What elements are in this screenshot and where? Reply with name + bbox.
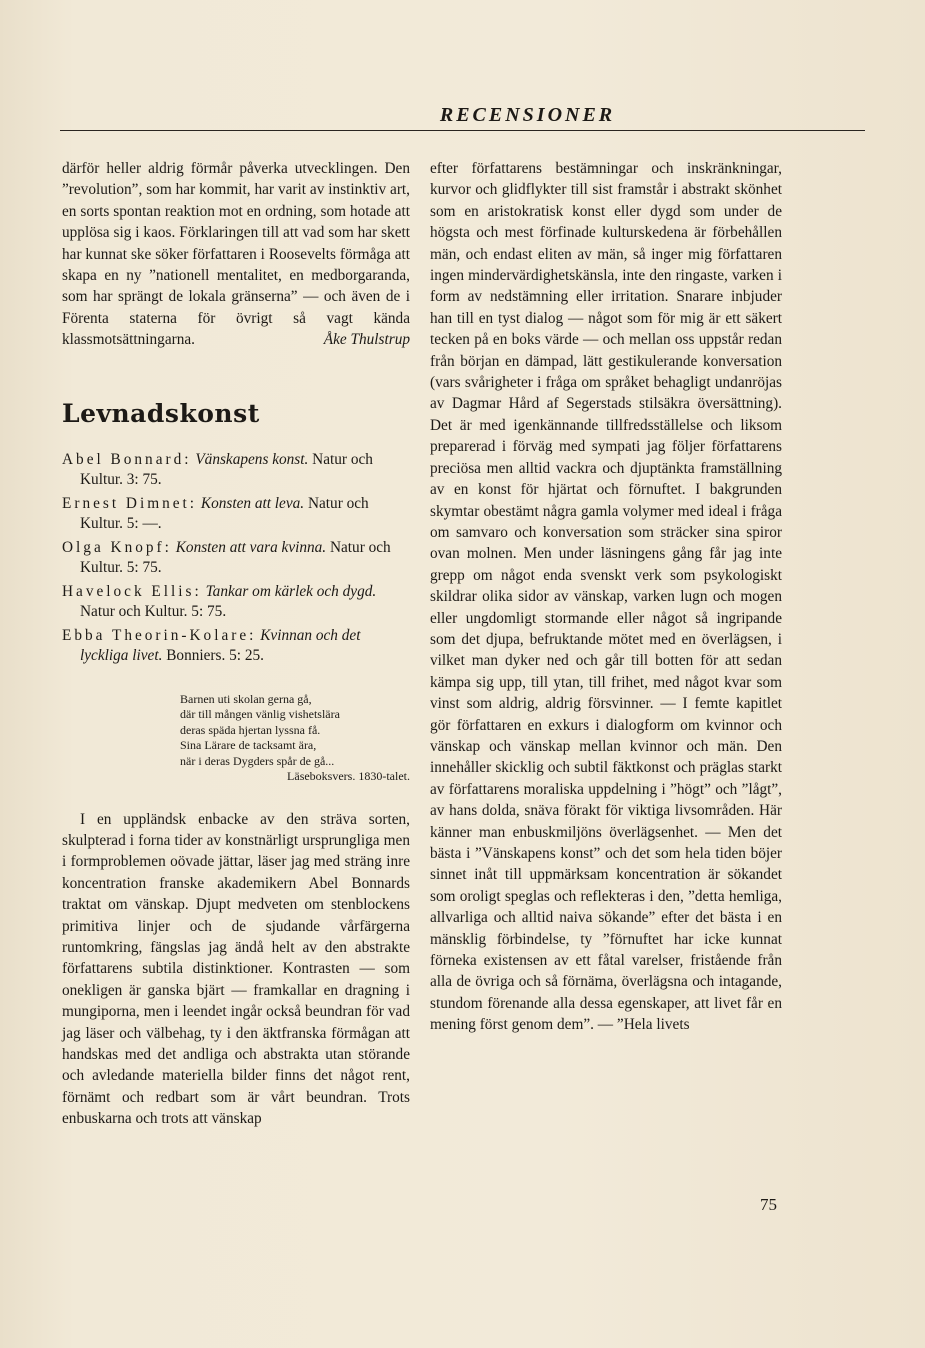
body-paragraph: I en uppländsk enbacke av den sträva sorten, skulpterad i forna tider av konstnärligt ursprungliga men i formproblemen oövade jättar, läser jag med sträng inre koncentration franske akademikern Abel Bonnards traktat om vänskap. Djupt medveten om stenblockens primitiva linjer och de sjudande vårfärgerna runtomkring, fängslas jag ändå helt av den abstrakte författarens subtila distinktioner. Kontrasten — som onekligen är ganska bjärt — framkallar en dragning i mungiporna, men i leendet ingår också beundran för vad jag läser och välbehag, ty i den äktfranska förmågan att handskas med det andliga och abstrakta utan störande och avledande materiella bilder finns det något rent, förnämt och redbart som är vårt beundran. Trots enbuskarna och trots att vänskap — [62, 810, 410, 1128]
book-author: Havelock Ellis: — [62, 583, 202, 601]
book-entry-5 — [62, 626, 410, 666]
running-head — [0, 104, 925, 127]
book-title: Konsten att vara kvinna. — [175, 539, 327, 557]
continuation-paragraph: därför heller aldrig förmår påverka utvecklingen. Den ”revolution”, som har kommit, har varit av instinktiv art, en sorts spontan reaktion mot en ordning, som hotade att upplösa sig i kaos. Förklaringen till att vad som har skett har kunnat ske söker författaren i Roosevelts förmåga att skapa en ny ”nationell mentalitet, en medborgaranda, som har sprängt de lokala gränserna” — och även de i Förenta staterna för övrigt så vagt kända klassmotsättningarna. — [62, 160, 410, 349]
book-entry-2 — [62, 494, 410, 534]
right-column — [430, 158, 782, 1036]
header-rule — [60, 130, 865, 131]
book-details: Natur och Kultur. 5: 75. — [80, 603, 227, 621]
epigraph-line: Barnen uti skolan gerna gå, — [180, 692, 312, 707]
book-details: Bonniers. 5: 25. — [166, 647, 264, 665]
book-details: Natur och Kultur. 3: 75. — [80, 451, 373, 489]
book-title: Konsten att leva. — [200, 495, 305, 513]
epigraph-line: Sina Lärare de tacksamt ära, — [180, 738, 317, 753]
running-head-text: RECENSIONER — [439, 104, 616, 126]
book-entry-4 — [62, 582, 410, 622]
section-title: Levnadskonst — [62, 398, 260, 428]
right-paragraph: efter författarens bestämningar och inskränkningar, kurvor och glidflykter till sist framstår i abstrakt skönhet som en aristokratisk konst eller dygd som under de högsta och mest förfinade kulturskedena är förbehållen män, och endast eliten av män, så inger mig författaren ingen mindervärdighetskänsla, inte den ringaste, varken i form av nedstämning eller irritation. Snarare inbjuder han till en tyst dialog — något som för mig är ett säkert tecken på en boks värde — och mellan oss uppstår redan från början en dämpad, lätt gestikulerande konversation (vars svårigheter i fråga om språket behagligt undanröjas av Dagmar Hård af Segerstads stilsäkra översättning). Det är med igenkännande tillfredsställelse och liksom preparerad i förväg med sympati jag följer författarens preciösa men alltid vackra och djuptänkta framställning av en konst för hjärtat och förnuftet. I bakgrunden skymtar obestämt några gamla volymer med ideal i fråga om samvaro och konversation som sträcker sina spiror ovan molnen. Men under läsningens gång får jag inte grepp om något enda svenskt verk som psykologiskt skildrar olika sidor av vänskap, varken lugn och mogen eller ungdomligt stormande eller något så ingripande som det djupa, befruktande mötet med en överlägsen, i vilket man dyker ned och går till botten för att sedan kämpa sig upp, till ytan, till frihet, med något kvar som vinst som aldrig, aldrig försvinner. — I femte kapitlet gör författaren en exkurs i dialogform om kvinnor och vänskap och vänskap mellan kvinnor och män. Den innehåller skicklig och subtil fäktkonst och präglas starkt av författarens moraliska uppdelning i ”högt” och ”lågt”, av hans dolda, snäva förakt för viktiga livsområden. Här känner man enbuskmiljöns överlägsenhet. — Men det bästa i ”Vänskapens konst” och det som hela tiden böjer sinnet inåt till uppmärksam koncentration är sökandet som oroligt speglas och reflekteras i den, ”detta hemliga, allvarliga och alltid naiva sökande” efter det bästa i en mänsklig förbindelse, ty ”förnuftet har icke kunnat förneka existensen av ett fåtal varelser, fristående från alla de övriga och så förnäma, överlägsna och intagande, stundom förenande alla dessa egenskaper, att livet får en mening först genom dem”. — ”Hela livets — [430, 160, 782, 1034]
epigraph-source: Läseboksvers. 1830-talet. — [287, 769, 410, 784]
book-entry-1 — [62, 450, 410, 490]
book-details: Natur och Kultur. 5: 75. — [80, 539, 391, 577]
review-signature: Åke Thulstrup — [323, 331, 410, 349]
page-number: 75 — [760, 1195, 777, 1214]
book-title: Tankar om kärlek och dygd. — [205, 583, 377, 601]
book-title: Vänskapens konst. — [195, 451, 309, 469]
epigraph-line: när i deras Dygders spår de gå... — [180, 753, 335, 768]
book-entry-3 — [62, 538, 410, 578]
book-author: Olga Knopf: — [62, 539, 172, 557]
book-author: Ebba Theorin-Kolare: — [62, 627, 257, 645]
left-column — [62, 158, 410, 1130]
book-title: Kvinnan och det lyckliga livet. — [80, 627, 361, 665]
book-details: Natur och Kultur. 5: —. — [80, 495, 369, 533]
book-list — [62, 450, 410, 666]
epigraph-line: deras späda hjertan lyssna få. — [180, 722, 321, 737]
epigraph — [180, 692, 410, 784]
book-author: Ernest Dimnet: — [62, 495, 198, 513]
book-author: Abel Bonnard: — [62, 451, 192, 469]
epigraph-line: där till mången vänlig vishetslära — [180, 707, 340, 722]
